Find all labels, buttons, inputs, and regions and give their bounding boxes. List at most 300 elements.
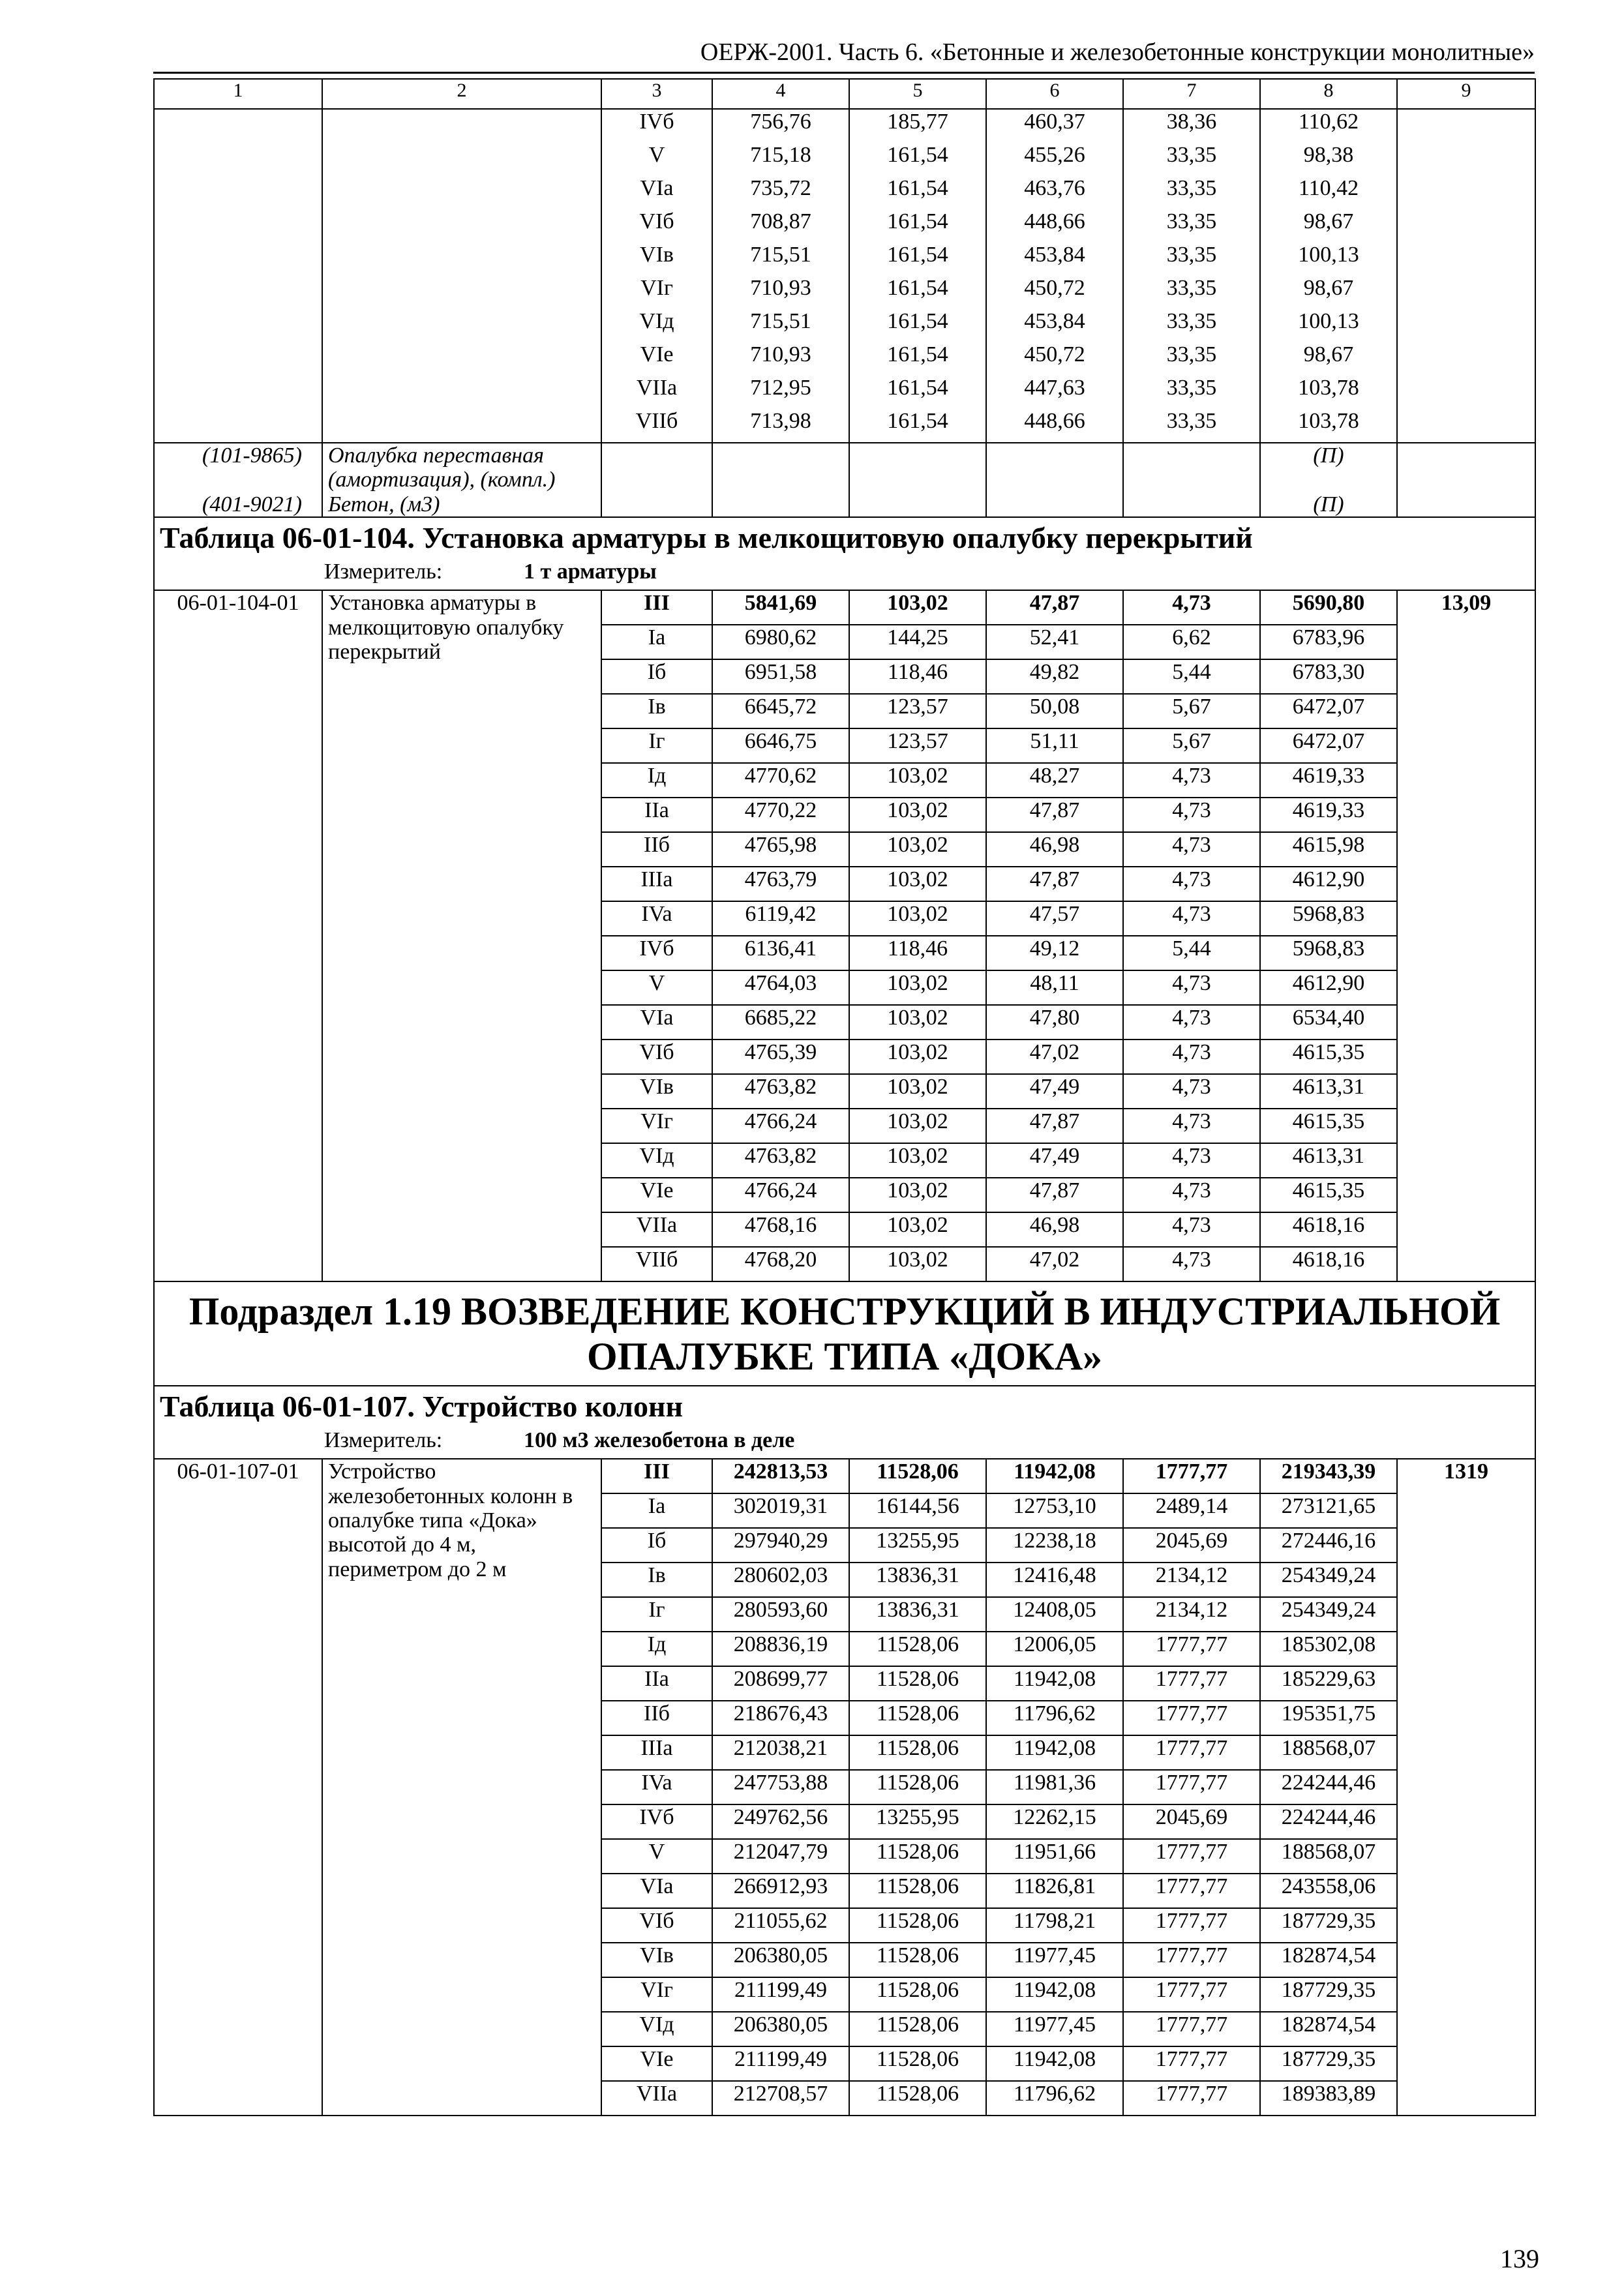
zone-cell: VIд	[601, 309, 712, 342]
table-title: Таблица 06-01-107. Устройство колонн	[154, 1386, 1535, 1428]
value-cell: 11942,08	[986, 1735, 1123, 1770]
value-cell: 1777,77	[1123, 1666, 1260, 1701]
value-cell: 710,93	[712, 342, 849, 376]
value-cell: 185,77	[849, 109, 986, 143]
value-cell: 123,57	[849, 694, 986, 728]
code-cell	[154, 409, 322, 443]
value-cell: 47,49	[986, 1143, 1123, 1178]
value-cell: 715,18	[712, 143, 849, 176]
value-cell: 4,73	[1123, 970, 1260, 1005]
value-cell: 33,35	[1123, 342, 1260, 376]
empty-cell	[601, 443, 712, 492]
zone-cell: VIIб	[601, 409, 712, 443]
value-cell: 302019,31	[712, 1493, 849, 1528]
zone-cell: III	[601, 590, 712, 625]
value-cell: 103,02	[849, 867, 986, 901]
value-cell: 103,02	[849, 901, 986, 936]
zone-cell: VIд	[601, 1143, 712, 1178]
value-cell: 11981,36	[986, 1770, 1123, 1804]
zone-cell: VIe	[601, 2046, 712, 2081]
value-cell: 16144,56	[849, 1493, 986, 1528]
value-cell: 224244,46	[1260, 1770, 1397, 1804]
value-cell: 103,02	[849, 590, 986, 625]
value-cell: 12262,15	[986, 1804, 1123, 1839]
value-cell: 4,73	[1123, 901, 1260, 936]
value-cell: 280602,03	[712, 1563, 849, 1597]
resource-description: Бетон, (м3)	[322, 492, 601, 517]
empty-cell	[601, 492, 712, 517]
zone-cell: IIб	[601, 832, 712, 867]
description-line: высотой до 4 м,	[328, 1533, 476, 1557]
value-cell: 110,42	[1260, 176, 1397, 209]
value-cell: 103,02	[849, 1143, 986, 1178]
value-cell: 47,87	[986, 1178, 1123, 1212]
column-number: 2	[322, 79, 601, 109]
value-cell: 189383,89	[1260, 2081, 1397, 2116]
value-cell: 273121,65	[1260, 1493, 1397, 1528]
zone-cell: VIг	[601, 276, 712, 309]
value-cell: 11528,06	[849, 1632, 986, 1666]
value-cell: 161,54	[849, 376, 986, 409]
coefficient-cell	[1397, 143, 1535, 176]
table-row	[154, 276, 1535, 309]
zone-cell: VIIa	[601, 2081, 712, 2116]
zone-cell: VIв	[601, 1943, 712, 1977]
value-cell: 208836,19	[712, 1632, 849, 1666]
empty-cell	[1397, 492, 1535, 517]
value-cell: 188568,07	[1260, 1839, 1397, 1874]
value-cell: 4,73	[1123, 1074, 1260, 1109]
zone-cell: IIa	[601, 1666, 712, 1701]
description-cell	[322, 176, 601, 209]
empty-cell	[1123, 443, 1260, 492]
value-cell: 11528,06	[849, 1701, 986, 1735]
description-line: Установка арматуры в	[328, 591, 537, 616]
value-cell: 103,02	[849, 1212, 986, 1247]
value-cell: 11528,06	[849, 2046, 986, 2081]
value-cell: 161,54	[849, 143, 986, 176]
value-cell: 98,67	[1260, 342, 1397, 376]
empty-cell	[849, 443, 986, 492]
value-cell: 47,87	[986, 867, 1123, 901]
column-number: 5	[849, 79, 986, 109]
subsection-row	[154, 1281, 1535, 1386]
value-cell: 12753,10	[986, 1493, 1123, 1528]
value-cell: 212047,79	[712, 1839, 849, 1874]
value-cell: 6646,75	[712, 728, 849, 763]
empty-cell	[712, 492, 849, 517]
code-cell: 06-01-107-01	[154, 1459, 322, 2116]
description-cell	[322, 143, 601, 176]
value-cell: 4766,24	[712, 1178, 849, 1212]
value-cell: 211199,49	[712, 2046, 849, 2081]
code-cell	[154, 209, 322, 243]
resource-code: (401-9021)	[154, 492, 322, 517]
value-cell: 2134,12	[1123, 1563, 1260, 1597]
value-cell: 6,62	[1123, 625, 1260, 659]
zone-cell: Iв	[601, 694, 712, 728]
value-cell: 103,02	[849, 1074, 986, 1109]
value-cell: 1777,77	[1123, 1874, 1260, 1908]
value-cell: 195351,75	[1260, 1701, 1397, 1735]
value-cell: 249762,56	[712, 1804, 849, 1839]
value-cell: 715,51	[712, 243, 849, 276]
description-line: мелкощитовую опалубку	[328, 615, 564, 640]
value-cell: 4619,33	[1260, 763, 1397, 798]
code-cell	[154, 243, 322, 276]
table-row	[154, 309, 1535, 342]
resource-code: (101-9865)	[154, 443, 322, 492]
zone-cell: IVб	[601, 936, 712, 970]
code-cell	[154, 376, 322, 409]
value-cell: 100,13	[1260, 309, 1397, 342]
value-cell: 1777,77	[1123, 2046, 1260, 2081]
value-cell: 5,67	[1123, 728, 1260, 763]
zone-cell: VIг	[601, 1109, 712, 1143]
value-cell: 46,98	[986, 832, 1123, 867]
description-line: опалубке типа «Дока»	[328, 1508, 537, 1533]
value-cell: 47,87	[986, 1109, 1123, 1143]
value-cell: 161,54	[849, 243, 986, 276]
value-cell: 13836,31	[849, 1563, 986, 1597]
value-cell: 11528,06	[849, 1839, 986, 1874]
value-cell: 161,54	[849, 309, 986, 342]
zone-cell: Iг	[601, 1597, 712, 1632]
zone-cell: Ia	[601, 1493, 712, 1528]
value-cell: 218676,43	[712, 1701, 849, 1735]
value-cell: 4,73	[1123, 1005, 1260, 1040]
value-cell: 5968,83	[1260, 901, 1397, 936]
value-cell: 47,87	[986, 798, 1123, 832]
value-cell: 5,67	[1123, 694, 1260, 728]
table-row	[154, 109, 1535, 143]
code-cell: 06-01-104-01	[154, 590, 322, 1281]
table-title: Таблица 06-01-104. Установка арматуры в мелкощитовую опалубку перекрытий	[154, 517, 1535, 560]
value-cell: 254349,24	[1260, 1563, 1397, 1597]
value-cell: 11528,06	[849, 1977, 986, 2012]
price-table	[153, 78, 1536, 2116]
description-line: периметром до 2 м	[328, 1557, 507, 1581]
table-row	[154, 590, 1535, 625]
description-cell	[322, 409, 601, 443]
value-cell: 33,35	[1123, 176, 1260, 209]
description-cell	[322, 109, 601, 143]
value-cell: 103,02	[849, 1247, 986, 1281]
value-cell: 12006,05	[986, 1632, 1123, 1666]
zone-cell: IIб	[601, 1701, 712, 1735]
zone-cell: VIг	[601, 1977, 712, 2012]
value-cell: 103,02	[849, 1178, 986, 1212]
resource-row	[154, 492, 1535, 517]
value-cell: 4618,16	[1260, 1212, 1397, 1247]
value-cell: 219343,39	[1260, 1459, 1397, 1493]
value-cell: 242813,53	[712, 1459, 849, 1493]
coefficient-cell	[1397, 176, 1535, 209]
value-cell: 1777,77	[1123, 2012, 1260, 2046]
code-cell	[154, 109, 322, 143]
zone-cell: IVa	[601, 901, 712, 936]
empty-cell	[712, 443, 849, 492]
value-cell: 5841,69	[712, 590, 849, 625]
value-cell: 2045,69	[1123, 1804, 1260, 1839]
value-cell: 4,73	[1123, 1109, 1260, 1143]
zone-cell: IIa	[601, 798, 712, 832]
value-cell: 11528,06	[849, 2012, 986, 2046]
value-cell: 4612,90	[1260, 867, 1397, 901]
measure-label: Измеритель:	[324, 560, 443, 584]
value-cell: 708,87	[712, 209, 849, 243]
value-cell: 212708,57	[712, 2081, 849, 2116]
value-cell: 224244,46	[1260, 1804, 1397, 1839]
value-cell: 6534,40	[1260, 1005, 1397, 1040]
value-cell: 710,93	[712, 276, 849, 309]
value-cell: 206380,05	[712, 2012, 849, 2046]
value-cell: 47,02	[986, 1040, 1123, 1074]
value-cell: 4768,16	[712, 1212, 849, 1247]
description-cell	[322, 342, 601, 376]
empty-cell	[986, 492, 1123, 517]
value-cell: 11977,45	[986, 1943, 1123, 1977]
value-cell: 6472,07	[1260, 694, 1397, 728]
code-cell	[154, 176, 322, 209]
value-cell: 103,02	[849, 1005, 986, 1040]
description-cell	[322, 309, 601, 342]
value-cell: 6980,62	[712, 625, 849, 659]
zone-cell: V	[601, 1839, 712, 1874]
value-cell: 103,78	[1260, 376, 1397, 409]
column-number: 1	[154, 79, 322, 109]
table-title-row	[154, 517, 1535, 560]
value-cell: 13255,95	[849, 1528, 986, 1563]
value-cell: 4615,35	[1260, 1040, 1397, 1074]
value-cell: 1777,77	[1123, 1943, 1260, 1977]
value-cell: 1777,77	[1123, 1839, 1260, 1874]
zone-cell: VIб	[601, 1040, 712, 1074]
resource-value: (П)	[1260, 443, 1397, 492]
header-rule	[153, 72, 1535, 74]
empty-cell	[849, 492, 986, 517]
value-cell: 38,36	[1123, 109, 1260, 143]
value-cell: 6783,96	[1260, 625, 1397, 659]
zone-cell: Ia	[601, 625, 712, 659]
value-cell: 187729,35	[1260, 2046, 1397, 2081]
value-cell: 247753,88	[712, 1770, 849, 1804]
value-cell: 11528,06	[849, 1874, 986, 1908]
coefficient-cell: 13,09	[1397, 590, 1535, 1281]
value-cell: 450,72	[986, 342, 1123, 376]
value-cell: 4,73	[1123, 590, 1260, 625]
value-cell: 4765,98	[712, 832, 849, 867]
value-cell: 11942,08	[986, 1459, 1123, 1493]
value-cell: 33,35	[1123, 309, 1260, 342]
value-cell: 208699,77	[712, 1666, 849, 1701]
measure-cell	[154, 560, 1535, 590]
value-cell: 11942,08	[986, 2046, 1123, 2081]
value-cell: 4763,79	[712, 867, 849, 901]
value-cell: 185302,08	[1260, 1632, 1397, 1666]
zone-cell: VIa	[601, 176, 712, 209]
zone-cell: VIв	[601, 1074, 712, 1109]
value-cell: 47,49	[986, 1074, 1123, 1109]
measure-cell	[154, 1428, 1535, 1459]
zone-cell: VIe	[601, 342, 712, 376]
value-cell: 11528,06	[849, 2081, 986, 2116]
value-cell: 4,73	[1123, 867, 1260, 901]
value-cell: 48,27	[986, 763, 1123, 798]
value-cell: 103,02	[849, 970, 986, 1005]
table-row	[154, 209, 1535, 243]
value-cell: 33,35	[1123, 276, 1260, 309]
value-cell: 297940,29	[712, 1528, 849, 1563]
page-header: ОЕРЖ-2001. Часть 6. «Бетонные и железобетонные конструкции монолитные»	[700, 38, 1535, 66]
value-cell: 48,11	[986, 970, 1123, 1005]
value-cell: 450,72	[986, 276, 1123, 309]
value-cell: 4763,82	[712, 1143, 849, 1178]
value-cell: 98,67	[1260, 209, 1397, 243]
value-cell: 33,35	[1123, 243, 1260, 276]
table-row	[154, 409, 1535, 443]
code-cell	[154, 309, 322, 342]
value-cell: 272446,16	[1260, 1528, 1397, 1563]
value-cell: 211055,62	[712, 1908, 849, 1943]
zone-cell: Iд	[601, 1632, 712, 1666]
value-cell: 49,12	[986, 936, 1123, 970]
value-cell: 103,02	[849, 1109, 986, 1143]
value-cell: 11798,21	[986, 1908, 1123, 1943]
value-cell: 4768,20	[712, 1247, 849, 1281]
value-cell: 448,66	[986, 409, 1123, 443]
value-cell: 212038,21	[712, 1735, 849, 1770]
value-cell: 4,73	[1123, 798, 1260, 832]
table-row	[154, 1459, 1535, 1493]
description-line: перекрытий	[328, 639, 441, 664]
value-cell: 4770,62	[712, 763, 849, 798]
value-cell: 12416,48	[986, 1563, 1123, 1597]
column-number: 9	[1397, 79, 1535, 109]
value-cell: 49,82	[986, 659, 1123, 694]
zone-cell: Iд	[601, 763, 712, 798]
zone-cell: VIIa	[601, 1212, 712, 1247]
zone-cell: Iв	[601, 1563, 712, 1597]
column-number: 3	[601, 79, 712, 109]
value-cell: 4,73	[1123, 1247, 1260, 1281]
value-cell: 185229,63	[1260, 1666, 1397, 1701]
value-cell: 161,54	[849, 209, 986, 243]
value-cell: 118,46	[849, 936, 986, 970]
value-cell: 187729,35	[1260, 1977, 1397, 2012]
value-cell: 98,38	[1260, 143, 1397, 176]
value-cell: 188568,07	[1260, 1735, 1397, 1770]
description-cell	[322, 590, 601, 1281]
value-cell: 2045,69	[1123, 1528, 1260, 1563]
value-cell: 1777,77	[1123, 2081, 1260, 2116]
value-cell: 712,95	[712, 376, 849, 409]
value-cell: 5,44	[1123, 936, 1260, 970]
value-cell: 6136,41	[712, 936, 849, 970]
zone-cell: IIIa	[601, 867, 712, 901]
column-number: 8	[1260, 79, 1397, 109]
column-number: 6	[986, 79, 1123, 109]
value-cell: 33,35	[1123, 209, 1260, 243]
zone-cell: IIIa	[601, 1735, 712, 1770]
value-cell: 161,54	[849, 342, 986, 376]
value-cell: 266912,93	[712, 1874, 849, 1908]
value-cell: 6472,07	[1260, 728, 1397, 763]
measure-value: 1 т арматуры	[524, 560, 657, 584]
subsection-title-line: ОПАЛУБКЕ ТИПА «ДОКА»	[586, 1335, 1103, 1379]
zone-cell: VIIa	[601, 376, 712, 409]
zone-cell: VIб	[601, 1908, 712, 1943]
value-cell: 12238,18	[986, 1528, 1123, 1563]
value-cell: 11796,62	[986, 1701, 1123, 1735]
value-cell: 47,87	[986, 590, 1123, 625]
value-cell: 46,98	[986, 1212, 1123, 1247]
value-cell: 103,02	[849, 798, 986, 832]
zone-cell: VIб	[601, 209, 712, 243]
value-cell: 33,35	[1123, 376, 1260, 409]
value-cell: 4770,22	[712, 798, 849, 832]
value-cell: 4,73	[1123, 763, 1260, 798]
value-cell: 100,13	[1260, 243, 1397, 276]
value-cell: 11528,06	[849, 1666, 986, 1701]
value-cell: 47,02	[986, 1247, 1123, 1281]
zone-cell: VIв	[601, 243, 712, 276]
description-line: Устройство	[328, 1459, 436, 1484]
price-table-body	[154, 79, 1535, 2116]
value-cell: 1777,77	[1123, 1908, 1260, 1943]
description-cell	[322, 209, 601, 243]
code-cell	[154, 342, 322, 376]
value-cell: 11528,06	[849, 1908, 986, 1943]
empty-cell	[986, 443, 1123, 492]
value-cell: 182874,54	[1260, 1943, 1397, 1977]
measure-label: Измеритель:	[324, 1428, 443, 1453]
value-cell: 11826,81	[986, 1874, 1123, 1908]
value-cell: 463,76	[986, 176, 1123, 209]
coefficient-cell	[1397, 342, 1535, 376]
resource-description	[322, 443, 601, 492]
description-line: (амортизация), (компл.)	[328, 468, 556, 492]
zone-cell: VIa	[601, 1874, 712, 1908]
value-cell: 33,35	[1123, 143, 1260, 176]
resource-value: (П)	[1260, 492, 1397, 517]
code-cell	[154, 276, 322, 309]
value-cell: 11528,06	[849, 1459, 986, 1493]
value-cell: 11528,06	[849, 1735, 986, 1770]
value-cell: 182874,54	[1260, 2012, 1397, 2046]
value-cell: 1777,77	[1123, 1701, 1260, 1735]
value-cell: 6119,42	[712, 901, 849, 936]
table-row	[154, 143, 1535, 176]
value-cell: 453,84	[986, 243, 1123, 276]
empty-cell	[1397, 443, 1535, 492]
value-cell: 103,78	[1260, 409, 1397, 443]
value-cell: 118,46	[849, 659, 986, 694]
coefficient-cell	[1397, 409, 1535, 443]
value-cell: 453,84	[986, 309, 1123, 342]
description-line: Опалубка переставная	[328, 443, 544, 468]
value-cell: 103,02	[849, 832, 986, 867]
zone-cell: IVa	[601, 1770, 712, 1804]
zone-cell: VIIб	[601, 1247, 712, 1281]
coefficient-cell	[1397, 209, 1535, 243]
table-row	[154, 342, 1535, 376]
coefficient-cell	[1397, 243, 1535, 276]
zone-cell: VIд	[601, 2012, 712, 2046]
value-cell: 52,41	[986, 625, 1123, 659]
value-cell: 715,51	[712, 309, 849, 342]
value-cell: 11942,08	[986, 1666, 1123, 1701]
